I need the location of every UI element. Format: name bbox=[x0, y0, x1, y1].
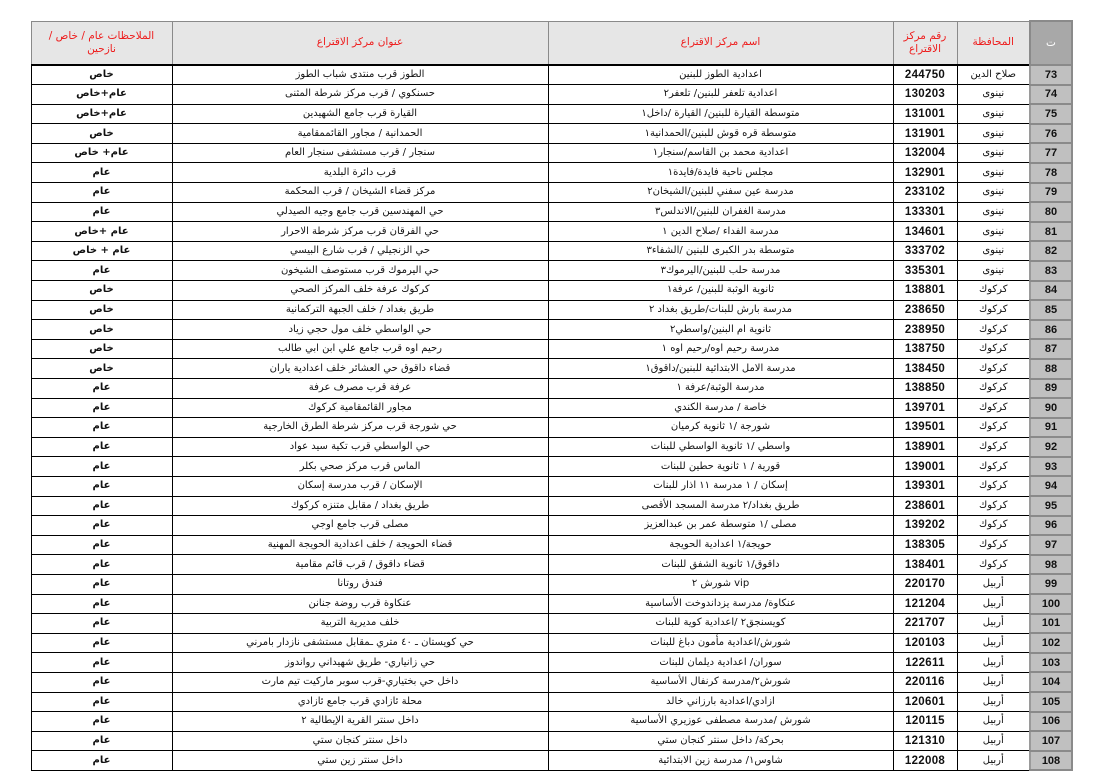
center-address-cell: قضاء داقوق / قرب قائم مقامية bbox=[172, 555, 548, 575]
province-cell: كركوك bbox=[957, 457, 1030, 477]
province-cell: نينوى bbox=[957, 124, 1030, 144]
row-index: 93 bbox=[1030, 457, 1072, 477]
center-address-cell: عنكاوة قرب روضة جنانن bbox=[172, 594, 548, 614]
table-row bbox=[31, 143, 1072, 163]
row-index: 102 bbox=[1030, 633, 1072, 653]
header-code: رقم مركز الاقتراع bbox=[893, 21, 957, 65]
center-name-cell: اعدادية تلعفر للبنين/ تلعفر٢ bbox=[548, 85, 893, 105]
center-address-cell: حي شورجة قرب مركز شرطة الطرق الخارجية bbox=[172, 418, 548, 438]
center-name-cell: قورية / ١ ثانوية حطين للبنات bbox=[548, 457, 893, 477]
table-row bbox=[31, 65, 1072, 85]
notes-cell: عام bbox=[31, 535, 172, 555]
center-name-cell: متوسطة القيارة للبنين/ القيارة /داخل١ bbox=[548, 104, 893, 124]
notes-cell: عام bbox=[31, 516, 172, 536]
table-row bbox=[31, 457, 1072, 477]
center-code-cell: 138401 bbox=[893, 555, 957, 575]
row-index: 98 bbox=[1030, 555, 1072, 575]
notes-cell: عام bbox=[31, 163, 172, 183]
row-index: 100 bbox=[1030, 594, 1072, 614]
province-cell: أربيل bbox=[957, 731, 1030, 751]
province-cell: نينوى bbox=[957, 85, 1030, 105]
center-code-cell: 138750 bbox=[893, 339, 957, 359]
table-row bbox=[31, 692, 1072, 712]
notes-cell: عام bbox=[31, 457, 172, 477]
province-cell: نينوى bbox=[957, 104, 1030, 124]
province-cell: أربيل bbox=[957, 653, 1030, 673]
notes-cell: عام bbox=[31, 437, 172, 457]
center-code-cell: 238601 bbox=[893, 496, 957, 516]
province-cell: أربيل bbox=[957, 574, 1030, 594]
row-index: 89 bbox=[1030, 379, 1072, 399]
province-cell: كركوك bbox=[957, 418, 1030, 438]
center-code-cell: 139701 bbox=[893, 398, 957, 418]
table-row bbox=[31, 320, 1072, 340]
notes-cell: عام bbox=[31, 731, 172, 751]
center-code-cell: 138801 bbox=[893, 281, 957, 301]
notes-cell: خاص bbox=[31, 65, 172, 85]
row-index: 87 bbox=[1030, 339, 1072, 359]
province-cell: أربيل bbox=[957, 692, 1030, 712]
notes-cell: عام bbox=[31, 418, 172, 438]
notes-cell: عام+خاص bbox=[31, 104, 172, 124]
table-row bbox=[31, 731, 1072, 751]
center-code-cell: 221707 bbox=[893, 614, 957, 634]
center-name-cell: مدرسة رحيم اوه/رحيم اوه ١ bbox=[548, 339, 893, 359]
row-index: 86 bbox=[1030, 320, 1072, 340]
notes-cell: عام + خاص bbox=[31, 241, 172, 261]
notes-cell: عام bbox=[31, 398, 172, 418]
header-address: عنوان مركز الاقتراع bbox=[172, 21, 548, 65]
center-name-cell: كويسنجق٢ /اعدادية كوية للبنات bbox=[548, 614, 893, 634]
table-row bbox=[31, 222, 1072, 242]
table-row bbox=[31, 496, 1072, 516]
center-address-cell: داخل سنتر كنجان ستي bbox=[172, 731, 548, 751]
row-index: 105 bbox=[1030, 692, 1072, 712]
center-address-cell: حي اليرموك قرب مستوصف الشيخون bbox=[172, 261, 548, 281]
center-code-cell: 244750 bbox=[893, 65, 957, 85]
center-address-cell: قضاء الحويجة / خلف اعدادية الحويجة المهنية bbox=[172, 535, 548, 555]
notes-cell: عام bbox=[31, 496, 172, 516]
header-row bbox=[31, 21, 1072, 65]
center-name-cell: ثانوية ام البنين/واسطي٢ bbox=[548, 320, 893, 340]
province-cell: كركوك bbox=[957, 555, 1030, 575]
notes-cell: خاص bbox=[31, 359, 172, 379]
notes-cell: عام bbox=[31, 476, 172, 496]
row-index: 81 bbox=[1030, 222, 1072, 242]
row-index: 84 bbox=[1030, 281, 1072, 301]
center-name-cell: شورش/اعدادية مأمون دباغ للبنات bbox=[548, 633, 893, 653]
center-code-cell: 333702 bbox=[893, 241, 957, 261]
center-code-cell: 122008 bbox=[893, 751, 957, 771]
province-cell: كركوك bbox=[957, 359, 1030, 379]
center-name-cell: شورش /مدرسة مصطفى عوزيري الأساسية bbox=[548, 712, 893, 732]
table-row bbox=[31, 104, 1072, 124]
province-cell: كركوك bbox=[957, 476, 1030, 496]
row-index: 78 bbox=[1030, 163, 1072, 183]
notes-cell: عام bbox=[31, 574, 172, 594]
notes-cell: عام bbox=[31, 261, 172, 281]
center-code-cell: 233102 bbox=[893, 183, 957, 203]
table-row bbox=[31, 594, 1072, 614]
table-row bbox=[31, 633, 1072, 653]
center-name-cell: متوسطة بدر الكبرى للبنين /الشفاء٣ bbox=[548, 241, 893, 261]
province-cell: كركوك bbox=[957, 339, 1030, 359]
center-address-cell: محلة ئازادي قرب جامع ئازادي bbox=[172, 692, 548, 712]
center-name-cell: ازادي/اعدادية بارزاني خالد bbox=[548, 692, 893, 712]
center-address-cell: قضاء داقوق حي العشائر خلف اعدادية ياران bbox=[172, 359, 548, 379]
center-name-cell: واسطي /١ ثانوية الواسطي للبنات bbox=[548, 437, 893, 457]
table-row bbox=[31, 124, 1072, 144]
center-name-cell: مجلس ناحية فايدة/فايدة١ bbox=[548, 163, 893, 183]
center-name-cell: مدرسة حلب للبنين/اليرموك٣ bbox=[548, 261, 893, 281]
center-address-cell: سنجار / قرب مستشفى سنجار العام bbox=[172, 143, 548, 163]
notes-cell: عام bbox=[31, 653, 172, 673]
notes-cell: خاص bbox=[31, 300, 172, 320]
center-code-cell: 130203 bbox=[893, 85, 957, 105]
row-index: 104 bbox=[1030, 672, 1072, 692]
province-cell: أربيل bbox=[957, 712, 1030, 732]
row-index: 82 bbox=[1030, 241, 1072, 261]
notes-cell: خاص bbox=[31, 124, 172, 144]
notes-cell: عام+ خاص bbox=[31, 143, 172, 163]
row-index: 96 bbox=[1030, 516, 1072, 536]
center-code-cell: 120103 bbox=[893, 633, 957, 653]
province-cell: أربيل bbox=[957, 594, 1030, 614]
center-name-cell: مصلى /١ متوسطة عمر بن عبدالعزيز bbox=[548, 516, 893, 536]
row-index: 103 bbox=[1030, 653, 1072, 673]
table-row bbox=[31, 555, 1072, 575]
row-index: 94 bbox=[1030, 476, 1072, 496]
center-address-cell: حي الواسطي قرب تكية سيد عواد bbox=[172, 437, 548, 457]
center-code-cell: 131001 bbox=[893, 104, 957, 124]
center-address-cell: كركوك عرفة خلف المركز الصحي bbox=[172, 281, 548, 301]
polling-centers-table-container bbox=[32, 20, 1073, 771]
province-cell: كركوك bbox=[957, 379, 1030, 399]
row-index: 83 bbox=[1030, 261, 1072, 281]
center-address-cell: الطوز قرب منتدى شباب الطوز bbox=[172, 65, 548, 85]
table-row bbox=[31, 398, 1072, 418]
notes-cell: عام bbox=[31, 183, 172, 203]
table-header bbox=[31, 21, 1072, 65]
center-code-cell: 122611 bbox=[893, 653, 957, 673]
notes-cell: عام bbox=[31, 692, 172, 712]
center-address-cell: حي كويستان ـ ٤٠ متري ـمقابل مستشفى نازدار بامرني bbox=[172, 633, 548, 653]
center-code-cell: 132004 bbox=[893, 143, 957, 163]
table-row bbox=[31, 241, 1072, 261]
header-index: ت bbox=[1030, 21, 1072, 65]
table-row bbox=[31, 300, 1072, 320]
province-cell: أربيل bbox=[957, 633, 1030, 653]
center-address-cell: حي الزنجيلي / قرب شارع البيسي bbox=[172, 241, 548, 261]
center-name-cell: طريق بغداد/٢ مدرسة المسجد الأقصى bbox=[548, 496, 893, 516]
notes-cell: عام +خاص bbox=[31, 222, 172, 242]
center-address-cell: طريق بغداد / مقابل متنزه كركوك bbox=[172, 496, 548, 516]
center-code-cell: 138850 bbox=[893, 379, 957, 399]
center-code-cell: 120115 bbox=[893, 712, 957, 732]
row-index: 90 bbox=[1030, 398, 1072, 418]
row-index: 92 bbox=[1030, 437, 1072, 457]
center-address-cell: خلف مديرية التربية bbox=[172, 614, 548, 634]
province-cell: كركوك bbox=[957, 496, 1030, 516]
row-index: 106 bbox=[1030, 712, 1072, 732]
province-cell: أربيل bbox=[957, 672, 1030, 692]
center-name-cell: بحركة/ داخل سنتر كنجان ستي bbox=[548, 731, 893, 751]
table-row bbox=[31, 85, 1072, 105]
table-row bbox=[31, 261, 1072, 281]
notes-cell: عام bbox=[31, 672, 172, 692]
center-name-cell: إسكان / ١ مدرسة ١١ اذار للبنات bbox=[548, 476, 893, 496]
center-address-cell: الإسكان / قرب مدرسة إسكان bbox=[172, 476, 548, 496]
table-row bbox=[31, 672, 1072, 692]
center-address-cell: رحيم اوه قرب جامع علي ابن ابي طالب bbox=[172, 339, 548, 359]
center-name-cell: مدرسة بارش للبنات/طريق بغداد ٢ bbox=[548, 300, 893, 320]
center-address-cell: فندق روتانا bbox=[172, 574, 548, 594]
province-cell: نينوى bbox=[957, 261, 1030, 281]
notes-cell: عام bbox=[31, 555, 172, 575]
table-row bbox=[31, 574, 1072, 594]
row-index: 91 bbox=[1030, 418, 1072, 438]
center-address-cell: قرب دائرة البلدية bbox=[172, 163, 548, 183]
province-cell: نينوى bbox=[957, 143, 1030, 163]
row-index: 97 bbox=[1030, 535, 1072, 555]
center-address-cell: حسنكوي / قرب مركز شرطة المثنى bbox=[172, 85, 548, 105]
center-code-cell: 139501 bbox=[893, 418, 957, 438]
center-name-cell: متوسطة قره قوش للبنين/الحمدانية١ bbox=[548, 124, 893, 144]
center-address-cell: القيارة قرب جامع الشهيدين bbox=[172, 104, 548, 124]
center-code-cell: 133301 bbox=[893, 202, 957, 222]
center-address-cell: حي الواسطي خلف مول حجي زياد bbox=[172, 320, 548, 340]
center-address-cell: حي الفرقان قرب مركز شرطة الاحرار bbox=[172, 222, 548, 242]
center-name-cell: اعدادية الطوز للبنين bbox=[548, 65, 893, 85]
row-index: 75 bbox=[1030, 104, 1072, 124]
table-row bbox=[31, 359, 1072, 379]
center-name-cell: حويجة/١ اعدادية الحويجة bbox=[548, 535, 893, 555]
row-index: 95 bbox=[1030, 496, 1072, 516]
center-code-cell: 138901 bbox=[893, 437, 957, 457]
center-code-cell: 335301 bbox=[893, 261, 957, 281]
row-index: 74 bbox=[1030, 85, 1072, 105]
center-code-cell: 238650 bbox=[893, 300, 957, 320]
center-address-cell: الحمدانية / مجاور القائممقامية bbox=[172, 124, 548, 144]
center-name-cell: خاصة / مدرسة الكندي bbox=[548, 398, 893, 418]
center-name-cell: ثانوية الوثبة للبنين/ عرفة١ bbox=[548, 281, 893, 301]
province-cell: أربيل bbox=[957, 614, 1030, 634]
center-name-cell: شورش٢/مدرسة كرنفال الأساسية bbox=[548, 672, 893, 692]
center-address-cell: داخل سنتر زين ستي bbox=[172, 751, 548, 771]
center-address-cell: عرفة قرب مصرف عرفة bbox=[172, 379, 548, 399]
header-name: اسم مركز الاقتراع bbox=[548, 21, 893, 65]
center-address-cell: الماس قرب مركز صحي بكلر bbox=[172, 457, 548, 477]
province-cell: كركوك bbox=[957, 320, 1030, 340]
row-index: 85 bbox=[1030, 300, 1072, 320]
row-index: 76 bbox=[1030, 124, 1072, 144]
table-row bbox=[31, 516, 1072, 536]
center-code-cell: 121204 bbox=[893, 594, 957, 614]
center-name-cell: عنكاوة/ مدرسة يزداندوخت الأساسية bbox=[548, 594, 893, 614]
center-code-cell: 238950 bbox=[893, 320, 957, 340]
center-code-cell: 120601 bbox=[893, 692, 957, 712]
notes-cell: عام bbox=[31, 751, 172, 771]
center-name-cell: شاوس١/ مدرسة زين الابتدائية bbox=[548, 751, 893, 771]
center-code-cell: 138305 bbox=[893, 535, 957, 555]
notes-cell: عام bbox=[31, 379, 172, 399]
notes-cell: عام bbox=[31, 633, 172, 653]
table-row bbox=[31, 163, 1072, 183]
notes-cell: عام bbox=[31, 614, 172, 634]
notes-cell: عام+خاص bbox=[31, 85, 172, 105]
center-name-cell: سوران/ اعدادية ديلمان للبنات bbox=[548, 653, 893, 673]
row-index: 101 bbox=[1030, 614, 1072, 634]
center-code-cell: 134601 bbox=[893, 222, 957, 242]
center-name-cell: مدرسة الامل الابتدائية للبنين/داقوق١ bbox=[548, 359, 893, 379]
center-code-cell: 121310 bbox=[893, 731, 957, 751]
header-province: المحافظة bbox=[957, 21, 1030, 65]
province-cell: نينوى bbox=[957, 163, 1030, 183]
row-index: 79 bbox=[1030, 183, 1072, 203]
province-cell: نينوى bbox=[957, 241, 1030, 261]
row-index: 77 bbox=[1030, 143, 1072, 163]
center-code-cell: 220170 bbox=[893, 574, 957, 594]
center-address-cell: مصلى قرب جامع اوجي bbox=[172, 516, 548, 536]
center-address-cell: داخل حي بختياري-قرب سوبر ماركيت تيم مارت bbox=[172, 672, 548, 692]
table-row bbox=[31, 476, 1072, 496]
table-row bbox=[31, 535, 1072, 555]
center-address-cell: حي المهندسين قرب جامع وجيه الصيدلي bbox=[172, 202, 548, 222]
header-notes: الملاحظات عام / خاص / نازحين bbox=[31, 21, 172, 65]
row-index: 73 bbox=[1030, 65, 1072, 85]
notes-cell: عام bbox=[31, 712, 172, 732]
row-index: 88 bbox=[1030, 359, 1072, 379]
center-name-cell: مدرسة الوثبة/عرفة ١ bbox=[548, 379, 893, 399]
center-name-cell: مدرسة عين سفني للبنين/الشيخان٢ bbox=[548, 183, 893, 203]
table-row bbox=[31, 379, 1072, 399]
table-row bbox=[31, 614, 1072, 634]
province-cell: أربيل bbox=[957, 751, 1030, 771]
notes-cell: عام bbox=[31, 594, 172, 614]
province-cell: نينوى bbox=[957, 202, 1030, 222]
center-code-cell: 220116 bbox=[893, 672, 957, 692]
table-row bbox=[31, 437, 1072, 457]
notes-cell: خاص bbox=[31, 339, 172, 359]
province-cell: كركوك bbox=[957, 535, 1030, 555]
province-cell: نينوى bbox=[957, 183, 1030, 203]
center-name-cell: اعدادية محمد بن القاسم/سنجار١ bbox=[548, 143, 893, 163]
center-code-cell: 132901 bbox=[893, 163, 957, 183]
center-name-cell: داقوق/١ ثانوية الشفق للبنات bbox=[548, 555, 893, 575]
center-address-cell: مركز قضاء الشيخان / قرب المحكمة bbox=[172, 183, 548, 203]
table-body bbox=[31, 65, 1072, 770]
notes-cell: خاص bbox=[31, 281, 172, 301]
province-cell: كركوك bbox=[957, 281, 1030, 301]
notes-cell: عام bbox=[31, 202, 172, 222]
center-name-cell: vip شورش ٢ bbox=[548, 574, 893, 594]
table-row bbox=[31, 183, 1072, 203]
center-address-cell: مجاور القائمقامية كركوك bbox=[172, 398, 548, 418]
province-cell: كركوك bbox=[957, 516, 1030, 536]
row-index: 80 bbox=[1030, 202, 1072, 222]
table-row bbox=[31, 202, 1072, 222]
row-index: 99 bbox=[1030, 574, 1072, 594]
center-address-cell: طريق بغداد / خلف الجبهة التركمانية bbox=[172, 300, 548, 320]
polling-centers-table bbox=[31, 20, 1074, 771]
province-cell: نينوى bbox=[957, 222, 1030, 242]
center-name-cell: مدرسة الغفران للبنين/الاندلس٣ bbox=[548, 202, 893, 222]
table-row bbox=[31, 712, 1072, 732]
table-row bbox=[31, 418, 1072, 438]
center-code-cell: 139202 bbox=[893, 516, 957, 536]
center-code-cell: 131901 bbox=[893, 124, 957, 144]
table-row bbox=[31, 281, 1072, 301]
notes-cell: خاص bbox=[31, 320, 172, 340]
row-index: 107 bbox=[1030, 731, 1072, 751]
row-index: 108 bbox=[1030, 751, 1072, 771]
center-code-cell: 138450 bbox=[893, 359, 957, 379]
center-name-cell: مدرسة الفداء /صلاح الدين ١ bbox=[548, 222, 893, 242]
province-cell: كركوك bbox=[957, 437, 1030, 457]
center-code-cell: 139301 bbox=[893, 476, 957, 496]
province-cell: كركوك bbox=[957, 398, 1030, 418]
center-address-cell: داخل سنتر القرية الإيطالية ٢ bbox=[172, 712, 548, 732]
table-row bbox=[31, 653, 1072, 673]
province-cell: صلاح الدين bbox=[957, 65, 1030, 85]
center-address-cell: حي زانياري- طريق شهيداني رواندوز bbox=[172, 653, 548, 673]
province-cell: كركوك bbox=[957, 300, 1030, 320]
table-row bbox=[31, 751, 1072, 771]
center-code-cell: 139001 bbox=[893, 457, 957, 477]
table-row bbox=[31, 339, 1072, 359]
center-name-cell: شورجة /١ ثانوية كرميان bbox=[548, 418, 893, 438]
